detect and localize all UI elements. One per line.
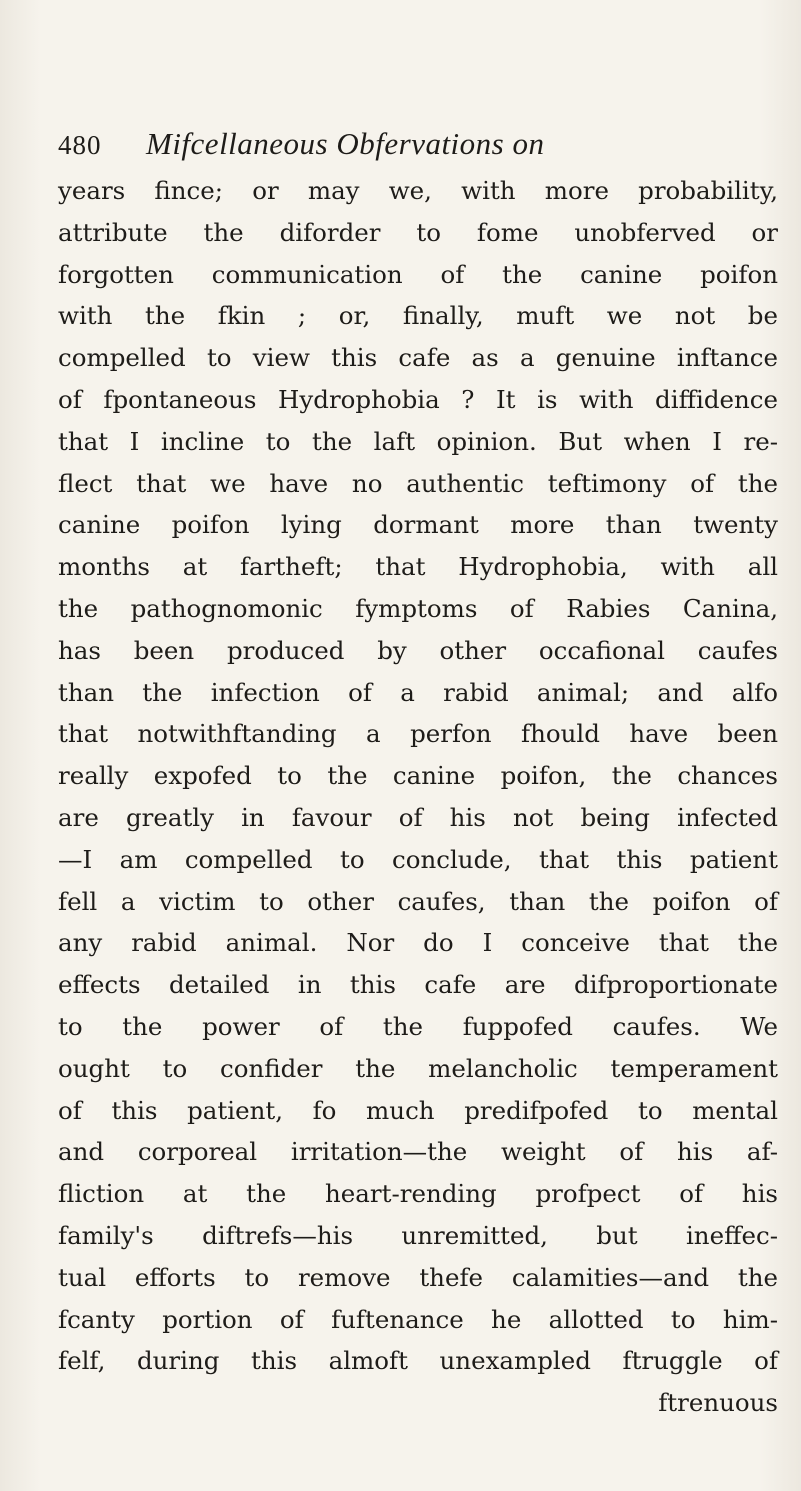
text-line: fcanty portion of fuftenance he allotted to him- [58, 1304, 778, 1334]
text-line: and corporeal irritation—the weight of his af- [58, 1137, 778, 1167]
text-line: any rabid animal. Nor do I conceive that the [58, 928, 778, 958]
text-line: really expofed to the canine poifon, the chances [58, 761, 778, 791]
text-line: fell a victim to other caufes, than the poifon of [58, 886, 778, 916]
text-line: years fince; or may we, with more probability, [58, 176, 778, 205]
text-line: that I incline to the laft opinion. But when I re- [58, 426, 778, 456]
text-line: forgotten communication of the canine poifon [58, 259, 778, 289]
text-line: with the fkin ; or, finally, muft we not be [58, 301, 778, 331]
text-line: family's diftrefs—his unremitted, but ineffec- [58, 1220, 778, 1250]
text-line: has been produced by other occafional caufes [58, 635, 778, 665]
text-line: attribute the diforder to fome unobferved or [58, 217, 778, 247]
page-number: 480 [58, 130, 102, 160]
text-line: that notwithftanding a perfon fhould have been [58, 719, 778, 749]
text-line: are greatly in favour of his not being infected [58, 802, 778, 832]
running-head-title: Mifcellaneous Obfervations on [146, 126, 545, 161]
text-line: the pathognomonic fymptoms of Rabies Canina, [58, 593, 778, 623]
text-line: compelled to view this cafe as a genuine inftance [58, 343, 778, 373]
text-line: effects detailed in this cafe are difproportionate [58, 970, 778, 1000]
text-line: fliction at the heart-rending profpect of his [58, 1179, 778, 1209]
text-line: of fpontaneous Hydrophobia ? It is with diffidence [58, 384, 778, 414]
text-line: tual efforts to remove thefe calamities—and the [58, 1262, 778, 1292]
text-line: than the infection of a rabid animal; and alfo [58, 677, 778, 707]
catchword: ftrenuous [658, 1388, 778, 1418]
body-text [58, 170, 778, 1424]
text-line: canine poifon lying dormant more than twenty [58, 510, 778, 540]
text-line: months at fartheft; that Hydrophobia, with all [58, 552, 778, 582]
text-line: to the power of the fuppofed caufes. We [58, 1011, 778, 1041]
text-line: felf, during this almoft unexampled ftruggle of [58, 1346, 778, 1376]
text-line: of this patient, fo much predifpofed to mental [58, 1095, 778, 1125]
running-head [58, 126, 758, 170]
text-line: —I am compelled to conclude, that this patient [58, 844, 778, 874]
text-line: flect that we have no authentic teftimony of the [58, 468, 778, 498]
text-line: ought to confider the melancholic temperament [58, 1053, 778, 1083]
